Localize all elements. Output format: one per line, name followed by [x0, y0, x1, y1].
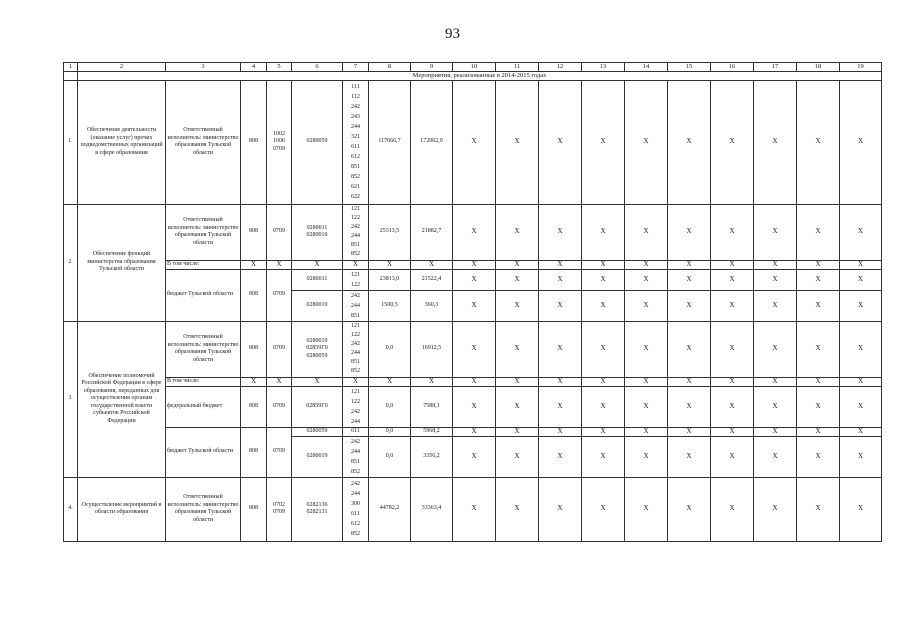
x-mark: X — [711, 477, 754, 541]
x-mark: X — [797, 260, 840, 269]
x-mark: X — [797, 204, 840, 260]
column-header: 12 — [539, 63, 582, 72]
x-mark: X — [496, 386, 539, 427]
x-mark: X — [582, 269, 625, 290]
x-mark: X — [343, 377, 369, 386]
rzpr-code: 0702 0709 — [267, 477, 292, 541]
x-mark: X — [625, 386, 668, 427]
rzpr-code: 0709 — [267, 269, 292, 321]
value-2014: 0,0 — [369, 386, 411, 427]
x-mark: X — [582, 204, 625, 260]
x-mark: X — [754, 269, 797, 290]
x-mark: X — [668, 80, 711, 204]
executor: Ответственный исполнитель: министерство образования Тульской области — [166, 321, 241, 377]
x-mark: X — [840, 80, 882, 204]
value-2015: 33363,4 — [411, 477, 453, 541]
x-mark: X — [496, 204, 539, 260]
value-2015: 21522,4 — [411, 269, 453, 290]
in-total-label: В том числе: — [166, 377, 241, 386]
x-mark: X — [292, 260, 343, 269]
x-mark: X — [369, 260, 411, 269]
value-2015: 7588,1 — [411, 386, 453, 427]
value-2015: 172002,9 — [411, 80, 453, 204]
column-header: 13 — [582, 63, 625, 72]
x-mark: X — [797, 427, 840, 436]
column-header: 14 — [625, 63, 668, 72]
x-mark: X — [453, 204, 496, 260]
x-mark: X — [711, 386, 754, 427]
value-2014: 1500,5 — [369, 290, 411, 321]
x-mark: X — [292, 377, 343, 386]
column-header: 18 — [797, 63, 840, 72]
x-mark: X — [797, 377, 840, 386]
x-mark: X — [625, 204, 668, 260]
csr-code: 0280019 — [292, 436, 343, 477]
funding-source: бюджет Тульской области — [166, 269, 241, 321]
x-mark: X — [625, 377, 668, 386]
x-mark: X — [711, 204, 754, 260]
x-mark: X — [754, 321, 797, 377]
x-mark: X — [496, 321, 539, 377]
x-mark: X — [496, 427, 539, 436]
column-header: 17 — [754, 63, 797, 72]
x-mark: X — [797, 269, 840, 290]
x-mark: X — [496, 290, 539, 321]
x-mark: X — [453, 436, 496, 477]
x-mark: X — [582, 477, 625, 541]
value-2014: 0,0 — [369, 427, 411, 436]
value-2014: 0,0 — [369, 321, 411, 377]
vr-codes: 611 — [343, 427, 369, 436]
table-row — [64, 269, 882, 290]
x-mark: X — [625, 436, 668, 477]
x-mark: X — [539, 427, 582, 436]
vr-codes: 121 122 242 244 851 852 — [343, 321, 369, 377]
x-mark: X — [668, 427, 711, 436]
column-header: 15 — [668, 63, 711, 72]
x-mark: X — [840, 477, 882, 541]
x-mark: X — [840, 269, 882, 290]
grbs-code: 808 — [241, 427, 267, 477]
measure-name: Обеспечение функций министерства образования Тульской области — [78, 204, 166, 321]
x-mark: X — [539, 477, 582, 541]
table-row — [64, 386, 882, 427]
value-2014: 117666,7 — [369, 80, 411, 204]
x-mark: X — [453, 477, 496, 541]
x-mark: X — [711, 269, 754, 290]
x-mark: X — [668, 321, 711, 377]
executor: Ответственный исполнитель: министерство образования Тульской области — [166, 477, 241, 541]
x-mark: X — [711, 80, 754, 204]
column-header: 16 — [711, 63, 754, 72]
banner-spacer — [64, 72, 78, 81]
grbs-code: 808 — [241, 321, 267, 377]
grbs-code: 808 — [241, 80, 267, 204]
x-mark: X — [754, 80, 797, 204]
x-mark: X — [496, 377, 539, 386]
x-mark: X — [453, 290, 496, 321]
x-mark: X — [539, 386, 582, 427]
value-2014: 44782,2 — [369, 477, 411, 541]
row-number: 4. — [64, 477, 78, 541]
value-2014: 0,0 — [369, 436, 411, 477]
value-2015: 16912,5 — [411, 321, 453, 377]
x-mark: X — [582, 386, 625, 427]
funding-source: бюджет Тульской области — [166, 427, 241, 477]
executor: Ответственный исполнитель: министерство образования Тульской области — [166, 80, 241, 204]
vr-codes: 121 122 — [343, 269, 369, 290]
x-mark: X — [668, 260, 711, 269]
vr-codes: 111 112 242 243 244 321 611 612 851 852 621 622 — [343, 80, 369, 204]
x-mark: X — [797, 321, 840, 377]
x-mark: X — [241, 377, 267, 386]
table-row — [64, 80, 882, 204]
measure-name: Обеспечение деятельности (оказание услуг) прочих подведомственных организаций в сфере образования — [78, 80, 166, 204]
column-header: 19 — [840, 63, 882, 72]
budget-table — [63, 62, 882, 542]
csr-code: 0282136 0282131 — [292, 477, 343, 541]
x-mark: X — [668, 386, 711, 427]
x-mark: X — [411, 377, 453, 386]
column-header: 9 — [411, 63, 453, 72]
x-mark: X — [496, 269, 539, 290]
x-mark: X — [711, 321, 754, 377]
column-header: 10 — [453, 63, 496, 72]
x-mark: X — [668, 204, 711, 260]
x-mark: X — [453, 386, 496, 427]
column-header: 11 — [496, 63, 539, 72]
x-mark: X — [840, 260, 882, 269]
x-mark: X — [539, 321, 582, 377]
rzpr-code: 0709 — [267, 386, 292, 427]
x-mark: X — [539, 436, 582, 477]
x-mark: X — [625, 260, 668, 269]
csr-code: 0280011 0280019 — [292, 204, 343, 260]
grbs-code: 808 — [241, 477, 267, 541]
x-mark: X — [625, 427, 668, 436]
x-mark: X — [711, 377, 754, 386]
vr-codes: 242 244 851 — [343, 290, 369, 321]
column-header: 6 — [292, 63, 343, 72]
x-mark: X — [754, 260, 797, 269]
value-2015: 21882,7 — [411, 204, 453, 260]
rzpr-code: 0709 — [267, 204, 292, 260]
x-mark: X — [582, 290, 625, 321]
x-mark: X — [754, 427, 797, 436]
x-mark: X — [453, 80, 496, 204]
vr-codes: 242 244 851 852 — [343, 436, 369, 477]
grbs-code: 808 — [241, 269, 267, 321]
x-mark: X — [343, 260, 369, 269]
x-mark: X — [582, 377, 625, 386]
x-mark: X — [496, 436, 539, 477]
x-mark: X — [453, 321, 496, 377]
grbs-code: 808 — [241, 386, 267, 427]
vr-codes: 121 122 242 244 851 852 — [343, 204, 369, 260]
x-mark: X — [241, 260, 267, 269]
x-mark: X — [797, 290, 840, 321]
page-number: 93 — [445, 26, 460, 42]
x-mark: X — [625, 321, 668, 377]
x-mark: X — [797, 386, 840, 427]
x-mark: X — [411, 260, 453, 269]
csr-code: 0280019 — [292, 290, 343, 321]
value-2015: 360,3 — [411, 290, 453, 321]
column-header: 3 — [166, 63, 241, 72]
x-mark: X — [496, 260, 539, 269]
row-number: 3. — [64, 321, 78, 477]
column-header: 8 — [369, 63, 411, 72]
x-mark: X — [840, 290, 882, 321]
x-mark: X — [582, 260, 625, 269]
x-mark: X — [539, 269, 582, 290]
table-row — [64, 477, 882, 541]
funding-source: федеральный бюджет — [166, 386, 241, 427]
x-mark: X — [582, 80, 625, 204]
x-mark: X — [711, 260, 754, 269]
x-mark: X — [711, 290, 754, 321]
x-mark: X — [539, 290, 582, 321]
x-mark: X — [453, 269, 496, 290]
table-row — [64, 204, 882, 260]
rzpr-code: 0709 — [267, 321, 292, 377]
x-mark: X — [754, 436, 797, 477]
x-mark: X — [797, 436, 840, 477]
x-mark: X — [668, 477, 711, 541]
in-total-label: В том числе: — [166, 260, 241, 269]
measure-name: Обеспечение полномочий Российской Федерации в сфере образования, переданных для осуществления органам государственной власти субъектов Российской Федерации — [78, 321, 166, 477]
x-mark: X — [496, 477, 539, 541]
x-mark: X — [754, 204, 797, 260]
x-mark: X — [754, 290, 797, 321]
value-2015: 5968,2 — [411, 427, 453, 436]
x-mark: X — [625, 269, 668, 290]
column-header: 7 — [343, 63, 369, 72]
column-header: 2 — [78, 63, 166, 72]
row-number: 2. — [64, 204, 78, 321]
x-mark: X — [582, 321, 625, 377]
value-2015: 3356,2 — [411, 436, 453, 477]
header-row — [64, 63, 882, 72]
x-mark: X — [453, 260, 496, 269]
x-mark: X — [582, 436, 625, 477]
value-2014: 25313,5 — [369, 204, 411, 260]
x-mark: X — [754, 477, 797, 541]
x-mark: X — [539, 204, 582, 260]
table-row — [64, 321, 882, 377]
row-number: 1. — [64, 80, 78, 204]
csr-code: 0289059 — [292, 80, 343, 204]
x-mark: X — [840, 427, 882, 436]
x-mark: X — [625, 80, 668, 204]
x-mark: X — [668, 436, 711, 477]
x-mark: X — [267, 260, 292, 269]
grbs-code: 808 — [241, 204, 267, 260]
table-row — [64, 260, 882, 269]
x-mark: X — [797, 477, 840, 541]
table-row — [64, 377, 882, 386]
vr-codes: 242 244 300 611 612 852 — [343, 477, 369, 541]
x-mark: X — [840, 204, 882, 260]
x-mark: X — [539, 377, 582, 386]
banner-text: Мероприятия, реализованные в 2014-2015 годах — [78, 72, 882, 81]
x-mark: X — [840, 386, 882, 427]
banner-row — [64, 72, 882, 81]
csr-code: 0280019 02859Г0 0280059 — [292, 321, 343, 377]
executor: Ответственный исполнитель: министерство образования Тульской области — [166, 204, 241, 260]
x-mark: X — [453, 377, 496, 386]
rzpr-code: 0709 — [267, 427, 292, 477]
x-mark: X — [625, 290, 668, 321]
column-header: 4 — [241, 63, 267, 72]
x-mark: X — [754, 386, 797, 427]
column-header: 5 — [267, 63, 292, 72]
table-row — [64, 427, 882, 436]
x-mark: X — [496, 80, 539, 204]
x-mark: X — [754, 377, 797, 386]
x-mark: X — [840, 321, 882, 377]
x-mark: X — [582, 427, 625, 436]
x-mark: X — [369, 377, 411, 386]
csr-code: 0280059 — [292, 427, 343, 436]
x-mark: X — [668, 290, 711, 321]
x-mark: X — [840, 377, 882, 386]
x-mark: X — [797, 80, 840, 204]
vr-codes: 121 122 242 244 — [343, 386, 369, 427]
csr-code: 0280011 — [292, 269, 343, 290]
measure-name: Осуществление мероприятий в области образования — [78, 477, 166, 541]
x-mark: X — [625, 477, 668, 541]
x-mark: X — [453, 427, 496, 436]
rzpr-code: 1002 1006 0709 — [267, 80, 292, 204]
x-mark: X — [539, 80, 582, 204]
x-mark: X — [668, 377, 711, 386]
x-mark: X — [668, 269, 711, 290]
column-header: 1 — [64, 63, 78, 72]
csr-code: 02859Г0 — [292, 386, 343, 427]
x-mark: X — [711, 436, 754, 477]
value-2014: 23813,0 — [369, 269, 411, 290]
x-mark: X — [267, 377, 292, 386]
x-mark: X — [711, 427, 754, 436]
x-mark: X — [539, 260, 582, 269]
x-mark: X — [840, 436, 882, 477]
